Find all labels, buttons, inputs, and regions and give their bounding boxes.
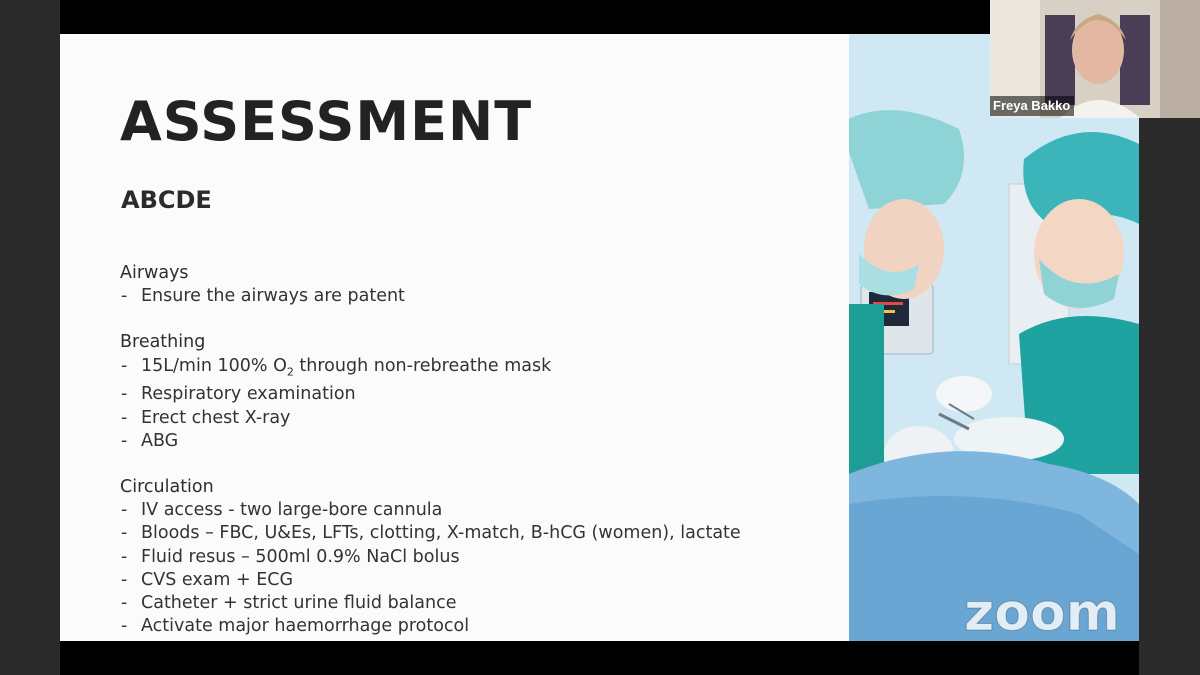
- slide-subtitle: ABCDE: [121, 186, 212, 214]
- bullet-item: - ABG: [121, 430, 179, 451]
- bullet-item: - Respiratory examination: [121, 384, 356, 405]
- section-heading: Airways: [120, 263, 189, 283]
- section-heading: Circulation: [120, 476, 214, 497]
- bullet-item: - Erect chest X-ray: [121, 407, 291, 428]
- surgery-illustration: [849, 34, 1139, 641]
- slide-title: ASSESSMENT: [120, 90, 533, 153]
- bullet-item: - Catheter + strict urine fluid balance: [121, 592, 457, 613]
- section-airways: [120, 262, 741, 308]
- left-letterbox-bar: [0, 0, 60, 675]
- bullet-item: - CVS exam + ECG: [121, 569, 294, 590]
- bullet-item: - IV access - two large-bore cannula: [121, 500, 443, 521]
- zoom-watermark-text: zoom: [964, 586, 1120, 638]
- bullet-item: - 15L/min 100% $O_2$ through non-rebreathe mask: [121, 355, 552, 379]
- surgeons-operating-photo: [849, 34, 1139, 641]
- bullet-item: - Ensure the airways are patent: [121, 286, 405, 307]
- slide-content: [120, 262, 741, 641]
- shared-slide: [60, 34, 1139, 641]
- section-breathing: [120, 331, 741, 453]
- section-circulation: [120, 476, 741, 638]
- bullet-item: - Fluid resus – 500ml 0.9% NaCl bolus: [121, 546, 460, 567]
- zoom-logo-icon: [962, 586, 1152, 643]
- participant-video-tile[interactable]: [990, 0, 1200, 118]
- bullet-item: - Activate major haemorrhage protocol: [121, 616, 470, 637]
- bullet-item: - Bloods – FBC, U&Es, LFTs, clotting, X-match, B-hCG (women), lactate: [121, 523, 741, 544]
- section-heading: Breathing: [120, 332, 206, 353]
- participant-name-label: Freya Bakko: [990, 96, 1074, 116]
